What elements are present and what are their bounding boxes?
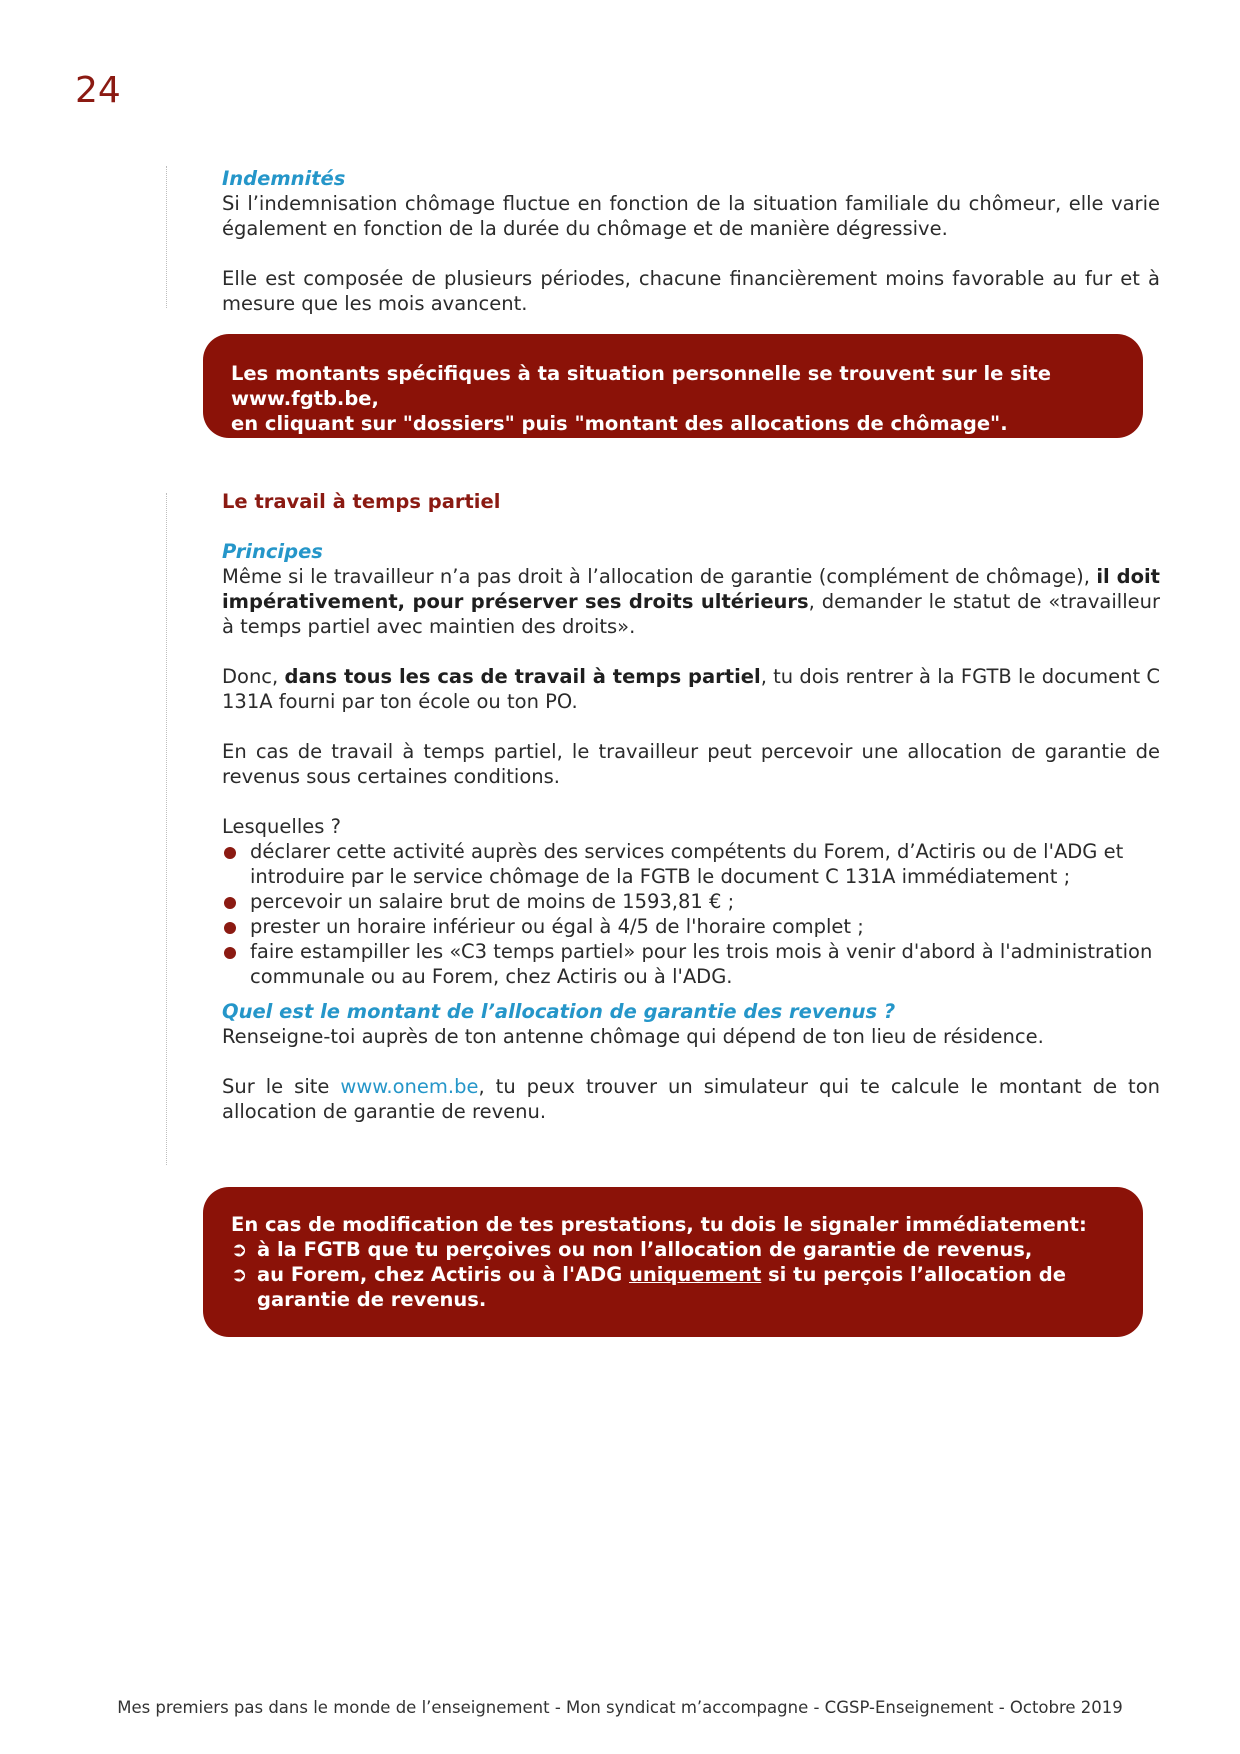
subhead-indemnites: Indemnités bbox=[222, 167, 346, 190]
callout-line: Les montants spécifiques à ta situation personnelle se trouvent sur le site www.fgtb.be, bbox=[231, 362, 1051, 410]
callout-line: en cliquant sur "dossiers" puis "montant des allocations de chômage". bbox=[231, 412, 1008, 435]
arrow-icon: ➲ bbox=[231, 1263, 248, 1286]
list-item bbox=[250, 889, 1160, 914]
arrow-icon: ➲ bbox=[231, 1238, 248, 1261]
paragraph: Elle est composée de plusieurs périodes, chacune financièrement moins favorable au fur et à mesure que les mois avancent. bbox=[222, 267, 1160, 315]
callout-box-modification bbox=[203, 1187, 1143, 1337]
list-item-text: déclarer cette activité auprès des services compétents du Forem, d’Actiris ou de l'ADG et introduire par le service chômage de la FGTB le document C 131A immédiatement ; bbox=[250, 840, 1124, 888]
list-item-text: faire estampiller les «C3 temps partiel» pour les trois mois à venir d'abord à l'administration communale ou au Forem, chez Actiris ou à l'ADG. bbox=[250, 940, 1153, 988]
text: Même si le travailleur n’a pas droit à l’allocation de garantie (complément de chômage), bbox=[222, 565, 1097, 588]
list-item-text: percevoir un salaire brut de moins de 1593,81 € ; bbox=[250, 890, 735, 913]
subhead-principes: Principes bbox=[222, 540, 323, 563]
list-item bbox=[250, 914, 1160, 939]
conditions-list bbox=[222, 839, 1160, 989]
bullet-dot-icon bbox=[224, 847, 236, 859]
text: Donc, bbox=[222, 665, 285, 688]
subhead-montant: Quel est le montant de l’allocation de garantie des revenus ? bbox=[222, 1000, 896, 1023]
callout-box-fgtb bbox=[203, 334, 1143, 438]
page-footer: Mes premiers pas dans le monde de l’enseignement - Mon syndicat m’accompagne - CGSP-Enseignement - Octobre 2019 bbox=[117, 1698, 1123, 1717]
section-title: Le travail à temps partiel bbox=[222, 490, 501, 513]
paragraph: Lesquelles ? bbox=[222, 815, 341, 838]
bold-text: dans tous les cas de travail à temps partiel bbox=[284, 665, 761, 688]
callout-item bbox=[231, 1237, 1115, 1262]
bullet-dot-icon bbox=[224, 947, 236, 959]
callout-line: En cas de modification de tes prestations, tu dois le signaler immédiatement: bbox=[231, 1213, 1087, 1236]
callout-item-text: si tu perçois l’allocation de garantie de revenus. bbox=[257, 1263, 1066, 1311]
list-item bbox=[250, 839, 1160, 889]
onem-link[interactable]: www.onem.be bbox=[340, 1075, 479, 1098]
text: , demander le statut de «travailleur à temps partiel avec maintien des droits». bbox=[222, 590, 1160, 638]
text: , tu peux trouver un simulateur qui te calcule le montant de ton allocation de garantie de revenu. bbox=[222, 1075, 1160, 1123]
paragraph bbox=[222, 1074, 1160, 1124]
callout-item bbox=[231, 1262, 1115, 1312]
bold-text: il doit impérativement, pour préserver ses droits ultérieurs bbox=[222, 565, 1160, 613]
paragraph bbox=[222, 664, 1160, 714]
paragraph bbox=[222, 564, 1160, 639]
list-item-text: prester un horaire inférieur ou égal à 4/5 de l'horaire complet ; bbox=[250, 915, 864, 938]
list-item bbox=[250, 939, 1160, 989]
paragraph: Renseigne-toi auprès de ton antenne chômage qui dépend de ton lieu de résidence. bbox=[222, 1025, 1044, 1048]
left-dotted-rule bbox=[166, 493, 167, 1165]
left-dotted-rule bbox=[166, 166, 167, 308]
text: , tu dois rentrer à la FGTB le document C 131A fourni par ton école ou ton PO. bbox=[222, 665, 1160, 713]
paragraph: En cas de travail à temps partiel, le travailleur peut percevoir une allocation de garantie de revenus sous certaines conditions. bbox=[222, 740, 1160, 788]
section-temps-partiel bbox=[222, 489, 1160, 1124]
bullet-dot-icon bbox=[224, 922, 236, 934]
section-indemnites bbox=[222, 166, 1160, 316]
callout-item-text: au Forem, chez Actiris ou à l'ADG bbox=[257, 1263, 630, 1286]
paragraph: Si l’indemnisation chômage fluctue en fonction de la situation familiale du chômeur, elle varie également en fonction de la durée du chômage et de manière dégressive. bbox=[222, 192, 1160, 240]
page-number: 24 bbox=[75, 70, 121, 111]
bullet-dot-icon bbox=[224, 897, 236, 909]
underlined-text: uniquement bbox=[629, 1263, 762, 1286]
text: Sur le site bbox=[222, 1075, 341, 1098]
callout-item-text: à la FGTB que tu perçoives ou non l’allocation de garantie de revenus, bbox=[257, 1238, 1033, 1261]
